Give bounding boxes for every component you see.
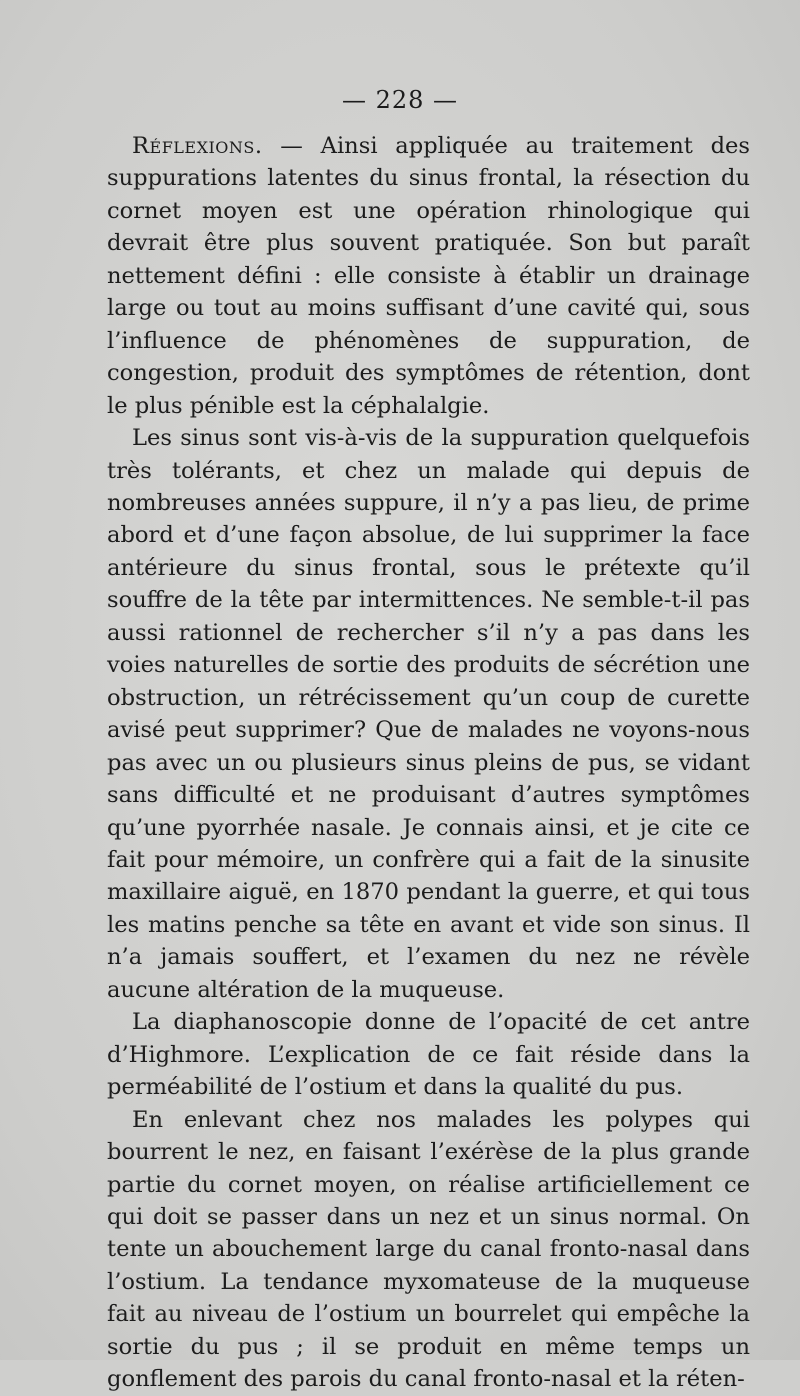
page-number: — 228 — [341,86,459,114]
paragraph-reflexions [107,130,750,422]
body-text [107,130,750,1396]
paragraph-3: La diaphanoscopie donne de l’opacité de cet antre d’Highmore. L’explication de ce fait réside dans la perméabilité de l’ostium et dans la qualité du pus. [107,1009,750,1101]
paragraph-4: En enlevant chez nos malades les polypes qui bourrent le nez, en faisant l’exérèse de la plus grande partie du cornet moyen, on réalise artificiellement ce qui doit se passer dans un nez et un sinus normal. On tente un abouchement large du canal fronto-nasal dans l’ostium. La tendance myxomateuse de la muqueuse fait au niveau de l’ostium un bourrelet qui empêche la sortie du pus ; il se produit en même temps un gonflement des parois du canal fronto-nasal et la réten- [107,1106,750,1393]
section-lead: Réflexions. [132,133,263,159]
paragraph-2: Les sinus sont vis-à-vis de la suppuration quelquefois très tolérants, et chez un malade qui depuis de nombreuses années suppure, il n’y a pas lieu, de prime abord et d’une façon absolue, de lui supprimer la face antérieure du sinus frontal, sous le prétexte qu’il souffre de la tête par intermittences. Ne semble-t-il pas aussi rationnel de rechercher s’il n’y a pas dans les voies naturelles de sortie des produits de sécrétion une obstruction, un rétrécissement qu’un coup de curette avisé peut supprimer? Que de malades ne voyons-nous pas avec un ou plusieurs sinus pleins de pus, se vidant sans difficulté et ne produisant d’autres symptômes qu’une pyorrhée nasale. Je connais ainsi, et je cite ce fait pour mémoire, un confrère qui a fait de la sinusite maxillaire aiguë, en 1870 pendant la guerre, et qui tous les matins penche sa tête en avant et vide son sinus. Il n’a jamais souffert, et l’examen du nez ne révèle aucune altération de la muqueuse. [107,425,750,1003]
paragraph-text: — Ainsi appliquée au traitement des suppurations latentes du sinus frontal, la résection du cornet moyen est une opération rhinologique qui devrait être plus souvent pratiquée. Son but paraît nettement défini : elle consiste à établir un drainage large ou tout au moins suffisant d’une cavité qui, sous l’influence de phénomènes de suppuration, de congestion, produit des symptômes de rétention, dont le plus pénible est la céphalalgie. [107,133,750,419]
